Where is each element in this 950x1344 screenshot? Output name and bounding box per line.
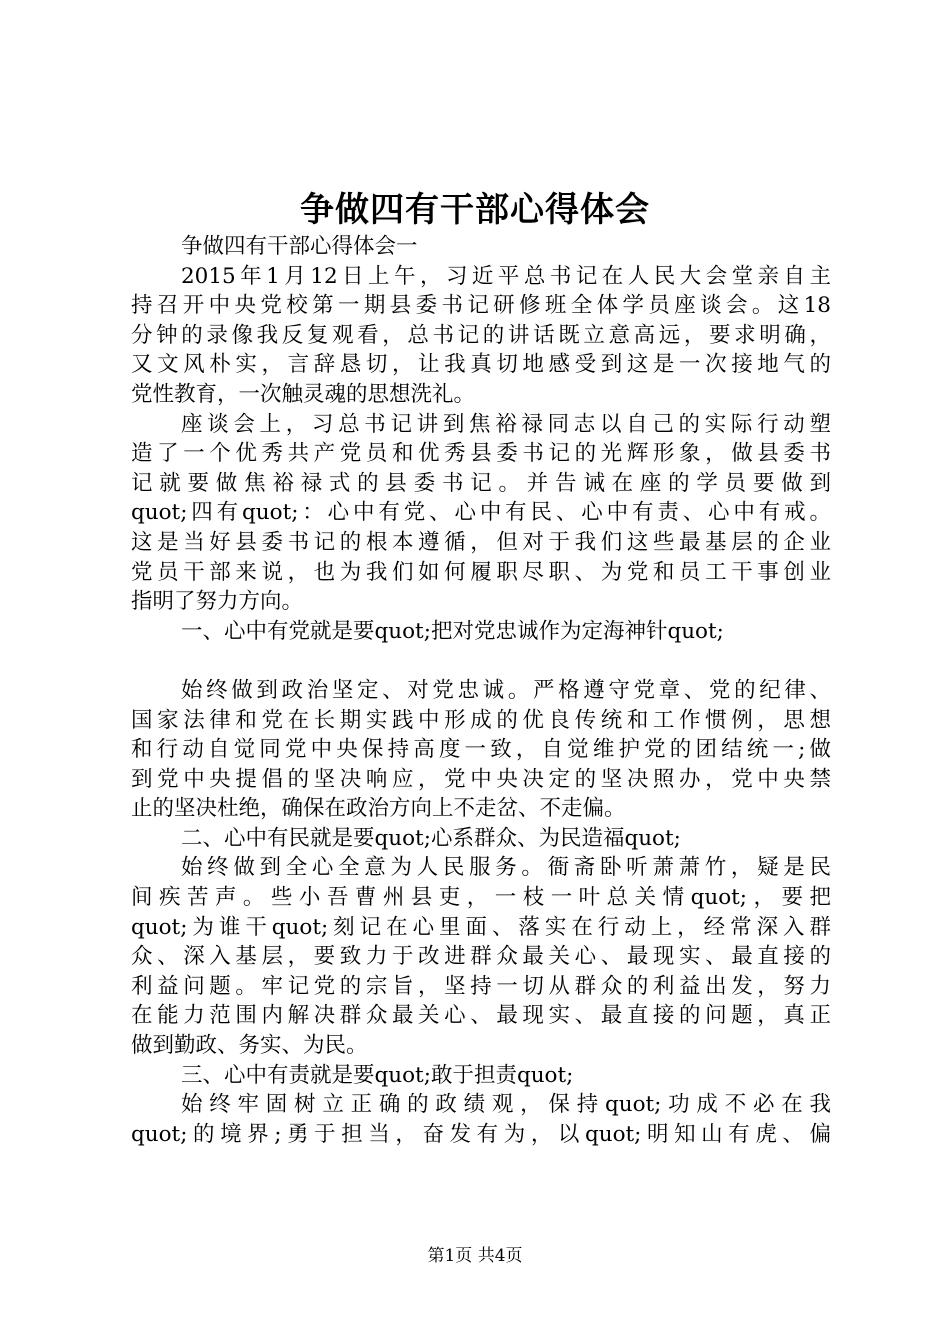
paragraph-line: 始终做到全心全意为人民服务。衙斋卧听萧萧竹，疑是民 — [181, 855, 831, 881]
paragraph-line: 一、心中有党就是要quot;把对党忠诚作为定海神针quot; — [181, 618, 724, 644]
paragraph-line: 众、深入基层，要致力于改进群众最关心、最现实、最直接的 — [131, 944, 831, 970]
paragraph-line: 二、心中有民就是要quot;心系群众、为民造福quot; — [181, 825, 681, 851]
paragraph-line: 党员干部来说，也为我们如何履职尽职、为党和员工干事创业 — [131, 559, 831, 585]
paragraph-line: 间疾苦声。些小吾曹州县吏，一枝一叶总关情quot;，要把 — [131, 885, 831, 911]
paragraph-line: quot;的境界;勇于担当，奋发有为，以quot;明知山有虎、偏 — [131, 1121, 831, 1147]
paragraph-line: 持召开中央党校第一期县委书记研修班全体学员座谈会。这18 — [131, 293, 831, 319]
paragraph-line: 到党中央提倡的坚决响应，党中央决定的坚决照办，党中央禁 — [131, 766, 831, 792]
paragraph-line: quot;为谁干quot;刻记在心里面、落实在行动上，经常深入群 — [131, 914, 831, 940]
document-body — [131, 232, 831, 1149]
paragraph-line: 在能力范围内解决群众最关心、最现实、最直接的问题，真正 — [131, 1003, 831, 1029]
paragraph-line: 又文风朴实，言辞恳切，让我真切地感受到这是一次接地气的 — [131, 352, 831, 378]
paragraph-line: 国家法律和党在长期实践中形成的优良传统和工作惯例，思想 — [131, 707, 831, 733]
paragraph-line: 座谈会上，习总书记讲到焦裕禄同志以自己的实际行动塑 — [181, 411, 831, 437]
blank-line — [131, 646, 831, 676]
paragraph-line: 党性教育，一次触灵魂的思想洗礼。 — [131, 381, 476, 407]
paragraph-line: 造了一个优秀共产党员和优秀县委书记的光辉形象，做县委书 — [131, 441, 831, 467]
paragraph-line: 始终做到政治坚定、对党忠诚。严格遵守党章、党的纪律、 — [181, 677, 831, 703]
paragraph-line: 和行动自觉同党中央保持高度一致，自觉维护党的团结统一;做 — [131, 737, 831, 763]
paragraph-line: 争做四有干部心得体会一 — [181, 234, 418, 259]
paragraph-line: 三、心中有责就是要quot;敢于担责quot; — [181, 1062, 574, 1088]
paragraph-line: 始终牢固树立正确的政绩观，保持quot;功成不必在我 — [181, 1092, 831, 1118]
paragraph-line: quot;四有quot;：心中有党、心中有民、心中有责、心中有戒。 — [131, 500, 831, 526]
paragraph-line: 做到勤政、务实、为民。 — [131, 1033, 368, 1059]
paragraph-line: 指明了努力方向。 — [131, 589, 304, 615]
paragraph-line: 利益问题。牢记党的宗旨，坚持一切从群众的利益出发，努力 — [131, 973, 831, 999]
page-footer: 第1页 共4页 — [427, 1246, 523, 1266]
paragraph-line: 记就要做焦裕禄式的县委书记。并告诫在座的学员要做到 — [131, 470, 831, 496]
paragraph-line: 2015年1月12日上午，习近平总书记在人民大会堂亲自主 — [181, 263, 831, 289]
document-title: 争做四有干部心得体会 — [300, 190, 650, 230]
paragraph-line: 分钟的录像我反复观看，总书记的讲话既立意高远，要求明确， — [131, 322, 831, 348]
paragraph-line: 这是当好县委书记的根本遵循，但对于我们这些最基层的企业 — [131, 529, 831, 555]
paragraph-line: 止的坚决杜绝，确保在政治方向上不走岔、不走偏。 — [131, 796, 626, 822]
